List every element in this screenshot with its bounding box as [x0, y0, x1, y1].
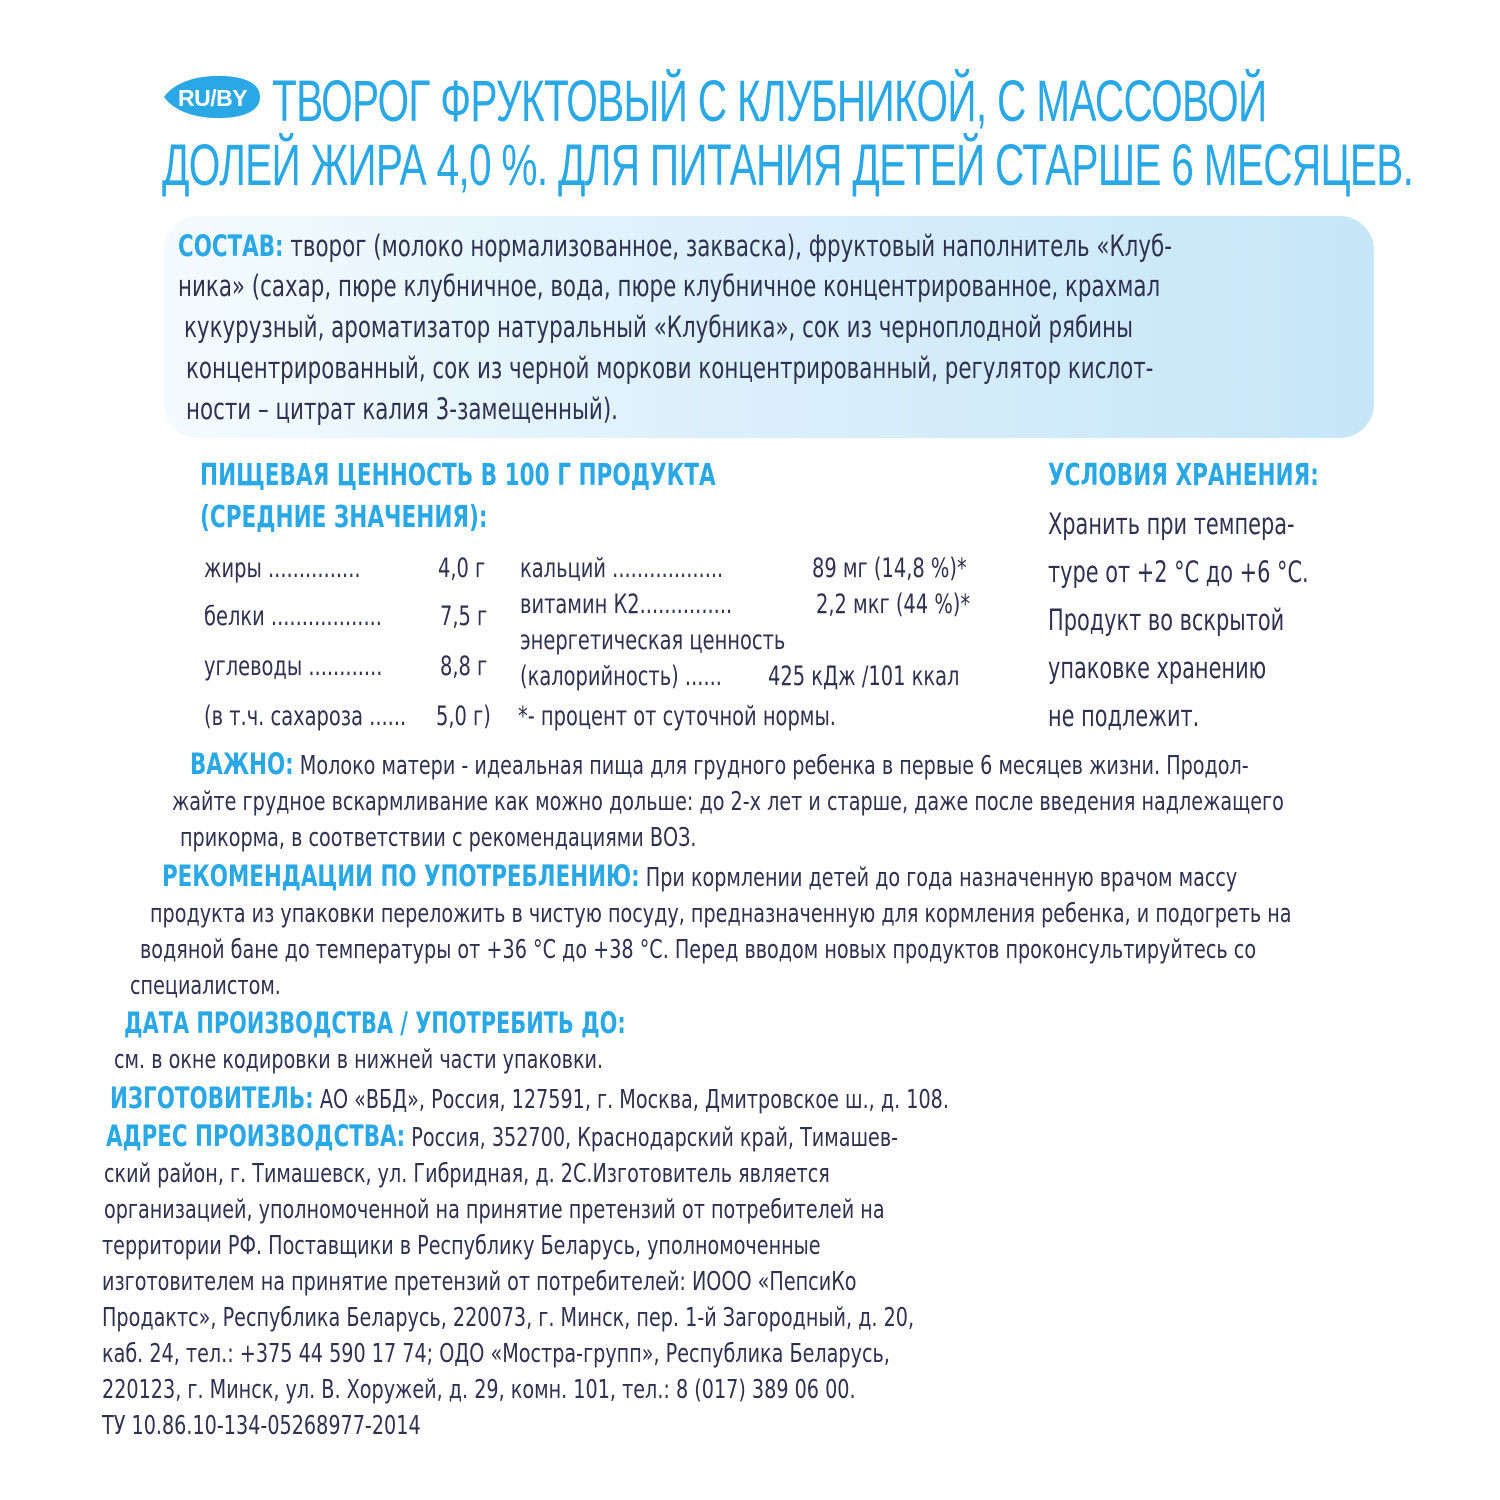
page-title-line-1: ТВОРОГ ФРУКТОВЫЙ С КЛУБНИКОЙ, С МАССОВОЙ: [272, 69, 1267, 134]
address-line: Продактс», Республика Беларусь, 220073, г. Минск, пер. 1-й Загородный, д. 20,: [102, 1303, 915, 1333]
nutrition-title-line-1: ПИЩЕВАЯ ЦЕННОСТЬ В 100 Г ПРОДУКТА: [200, 458, 716, 493]
page-title-line-2: ДОЛЕЙ ЖИРА 4,0 %. ДЛЯ ПИТАНИЯ ДЕТЕЙ СТАРШЕ 6 МЕСЯЦЕВ.: [162, 133, 1414, 198]
storage-line: Хранить при темпера-: [1048, 507, 1295, 541]
manufacturer-label: ИЗГОТОВИТЕЛЬ:: [110, 1081, 314, 1115]
storage-line: туре от +2 °С до +6 °С.: [1048, 555, 1309, 589]
address-label: АДРЕС ПРОИЗВОДСТВА:: [106, 1119, 406, 1153]
important-line-2: жайте грудное вскармливание как можно дольше: до 2-х лет и старше, даже после введения надлежащего: [172, 787, 1284, 817]
storage-line: Продукт во вскрытой: [1048, 603, 1285, 637]
composition-line-1: СОСТАВ: творог (молоко нормализованное, закваска), фруктовый наполнитель «Клуб-: [178, 229, 1172, 263]
address-line: 220123, г. Минск, ул. В. Хоружей, д. 29, комн. 101, тел.: 8 (017) 389 06 00.: [102, 1375, 856, 1405]
important-line-1: ВАЖНО: Молоко матери - идеальная пища для грудного ребенка в первые 6 месяцев жизни. Продол-: [190, 747, 1249, 781]
recommendations-label: РЕКОМЕНДАЦИИ ПО УПОТРЕБЛЕНИЮ:: [162, 859, 640, 893]
nutrition-row: белки ..................: [204, 601, 382, 632]
address-line-1: АДРЕС ПРОИЗВОДСТВА: Россия, 352700, Краснодарский край, Тимашев-: [106, 1119, 899, 1153]
address-line: организацией, уполномоченной на принятие претензий от потребителей на: [104, 1195, 885, 1225]
composition-line-2: ника» (сахар, пюре клубничное, вода, пюре клубничное концентрированное, крахмал: [178, 269, 1161, 303]
badge-label: RU/BY: [178, 85, 248, 111]
nutrition-value: 7,5 г: [440, 601, 488, 632]
nutrition-row: углеводы ............: [204, 651, 383, 682]
nutrition-row: витамин К2...............: [520, 589, 733, 620]
recommendations-line-3: водяной бане до температуры от +36 °С до +38 °С. Перед вводом новых продуктов проконсультируйтесь со: [140, 935, 1257, 965]
nutrition-value: 89 мг (14,8 %)*: [812, 553, 967, 584]
language-badge: [162, 74, 262, 120]
storage-line: упаковке хранению: [1048, 651, 1267, 685]
dates-label: ДАТА ПРОИЗВОДСТВА / УПОТРЕБИТЬ ДО:: [124, 1006, 626, 1040]
spec-code: ТУ 10.86.10-134-05268977-2014: [102, 1411, 421, 1441]
nutrition-footnote: *- процент от суточной нормы.: [518, 701, 836, 732]
storage-line: не подлежит.: [1048, 699, 1200, 733]
nutrition-row: энергетическая ценность: [520, 625, 786, 656]
address-line: изготовителем на принятие претензий от потребителей: ИООО «ПепсиКо: [102, 1267, 857, 1297]
nutrition-title-line-2: (СРЕДНИЕ ЗНАЧЕНИЯ):: [200, 500, 488, 535]
dates-text: см. в окне кодировки в нижней части упаковки.: [114, 1045, 604, 1075]
composition-label: СОСТАВ:: [178, 229, 284, 263]
nutrition-row: кальций ..................: [520, 553, 724, 584]
nutrition-value: 8,8 г: [440, 651, 488, 682]
nutrition-row: жиры ...............: [204, 553, 361, 584]
recommendations-line-1: РЕКОМЕНДАЦИИ ПО УПОТРЕБЛЕНИЮ: При кормлении детей до года назначенную врачом массу: [162, 859, 1238, 893]
nutrition-row: (калорийность) ......: [520, 661, 722, 692]
important-line-3: прикорма, в соответствии с рекомендациями ВОЗ.: [180, 823, 697, 853]
composition-line-4: концентрированный, сок из черной моркови концентрированный, регулятор кислот-: [186, 351, 1154, 385]
storage-title: УСЛОВИЯ ХРАНЕНИЯ:: [1048, 458, 1319, 493]
address-line: ский район, г. Тимашевск, ул. Гибридная, д. 2С.Изготовитель является: [104, 1159, 830, 1189]
recommendations-line-4: специалистом.: [130, 971, 281, 1001]
recommendations-line-2: продукта из упаковки переложить в чистую посуду, предназначенную для кормления ребенка, и подогреть на: [150, 899, 1292, 929]
manufacturer-line: ИЗГОТОВИТЕЛЬ: АО «ВБД», Россия, 127591, г. Москва, Дмитровское ш., д. 108.: [110, 1081, 949, 1115]
nutrition-value: 425 кДж /101 ккал: [768, 661, 960, 692]
composition-line-3: кукурузный, ароматизатор натуральный «Клубника», сок из черноплодной рябины: [184, 310, 1133, 344]
address-line: территории РФ. Поставщики в Республику Беларусь, уполномоченные: [102, 1231, 821, 1261]
important-label: ВАЖНО:: [190, 747, 294, 781]
address-line: каб. 24, тел.: +375 44 590 17 74; ОДО «Мостра-групп», Республика Беларусь,: [102, 1339, 890, 1369]
nutrition-value: 5,0 г): [436, 701, 491, 732]
composition-line-5: ности – цитрат калия 3-замещенный).: [186, 392, 618, 426]
nutrition-value: 2,2 мкг (44 %)*: [816, 589, 971, 620]
nutrition-value: 4,0 г: [438, 553, 486, 584]
nutrition-row: (в т.ч. сахароза ......: [204, 701, 407, 732]
